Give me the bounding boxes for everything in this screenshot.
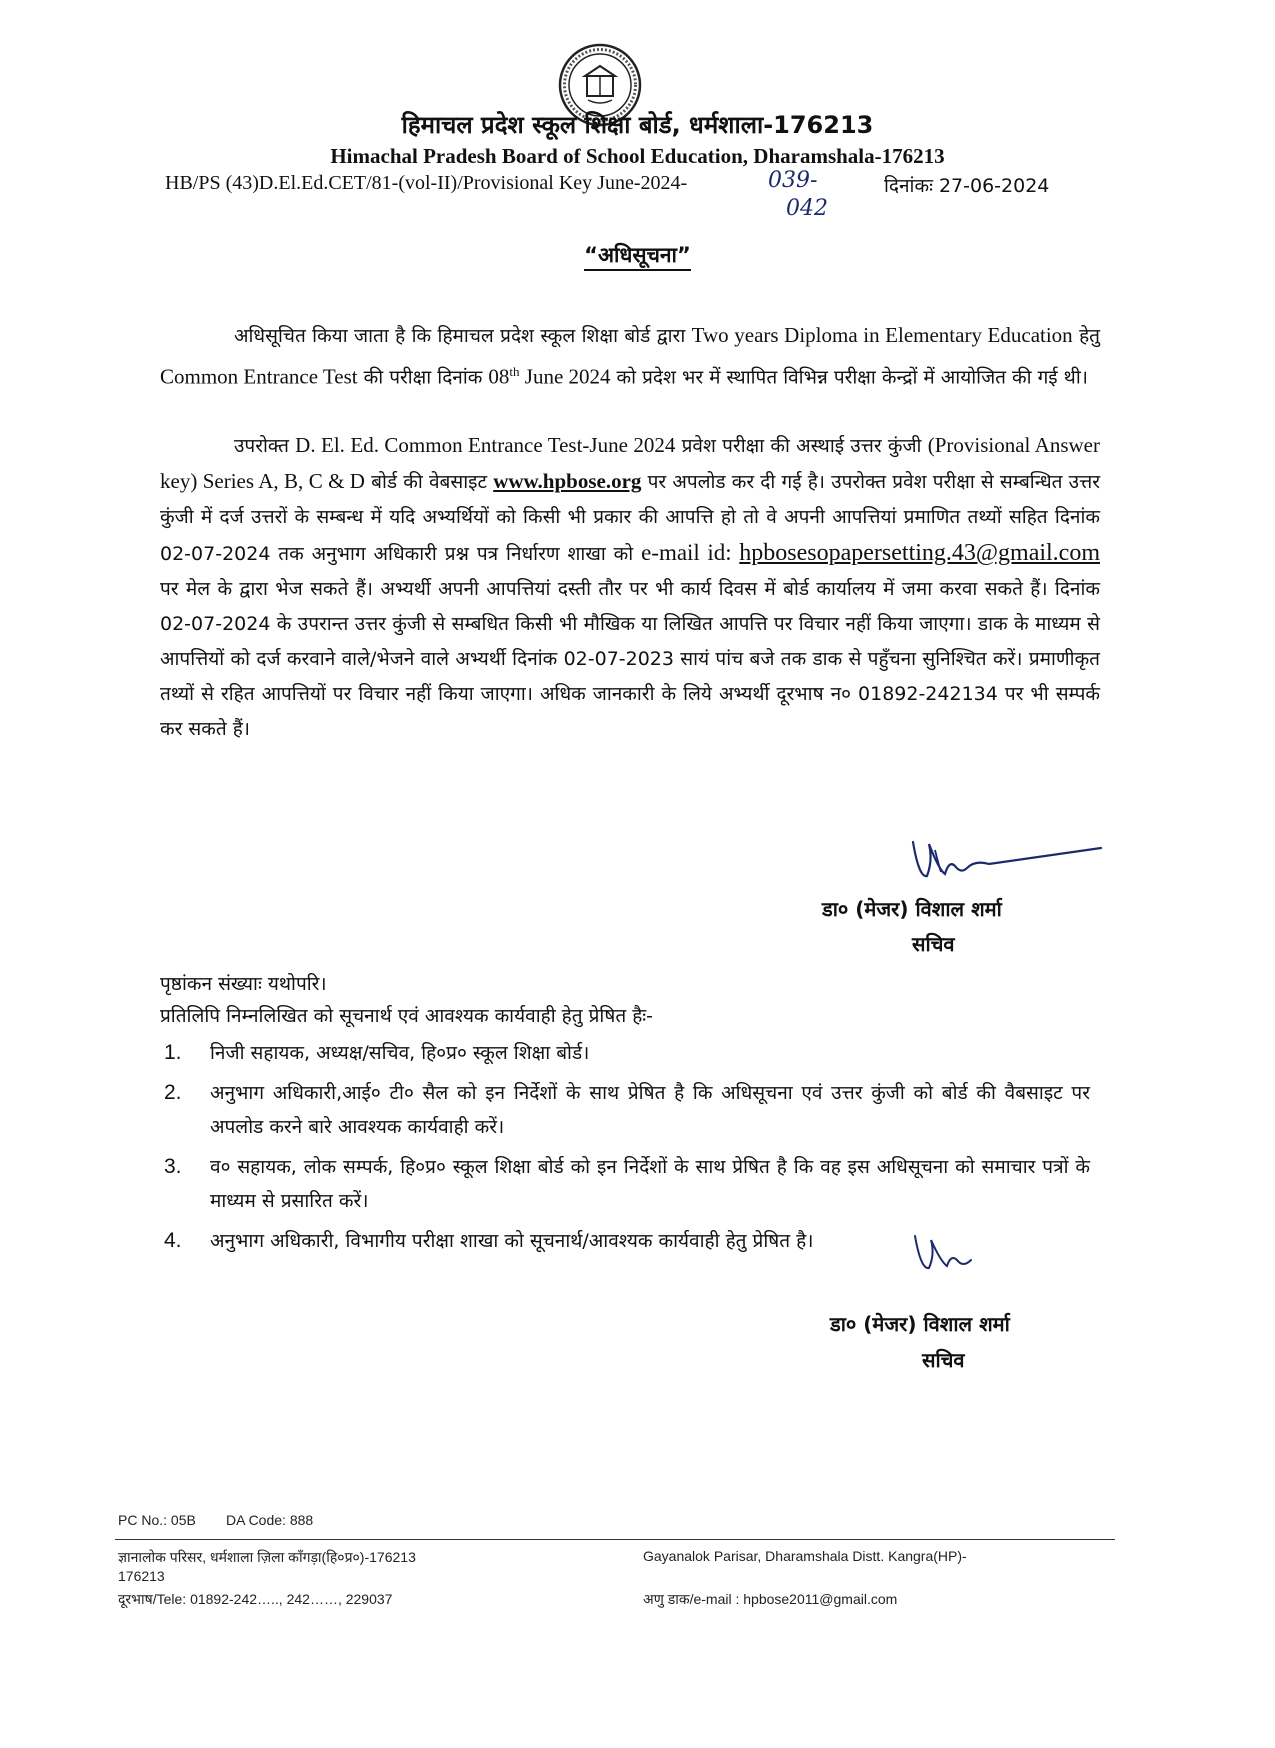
signatory-title-2: सचिव [922,1348,965,1372]
board-title-english: Himachal Pradesh Board of School Education, Dharamshala-176213 [330,144,945,168]
notice-paragraph-2: उपरोक्त D. El. Ed. Common Entrance Test-June 2024 प्रवेश परीक्षा की अस्थाई उत्तर कुंजी (Provisional Answer key) Series A, B, C & D बोर्ड की वेबसाइट www.hpbose.org पर अपलोड कर दी गई है। उपरोक्त प्रवेश परीक्षा से सम्बन्धित उत्तर कुंजी में दर्ज उत्तरों के सम्बन्ध में यदि अभ्यर्थियों को किसी भी प्रकार की आपत्ति हो तो वे अपनी आपत्तियां प्रमाणित तथ्यों सहित दिनांक 02-07-2024 तक अनुभाग अधिकारी प्रश्न पत्र निर्धारण शाखा को e-mail id: hpbosesopapersetting.43@gmail.com पर मेल के द्वारा भेज सकते हैं। अभ्यर्थी अपनी आपत्तियां दस्ती तौर पर भी कार्य दिवस में बोर्ड कार्यालय में जमा करवा सकते हैं। दिनांक 02-07-2024 के उपरान्त उत्तर कुंजी से सम्बधित किसी भी मौखिक या लिखित आपत्ति पर विचार नहीं किया जाएगा। डाक के माध्यम से आपत्तियों को दर्ज करवाने वाले/भेजने वाले अभ्यर्थी दिनांक 02-07-2023 सायं पांच बजे तक डाक से पहुँचना सुनिश्चित करें। प्रमाणीकृत तथ्यों से रहित आपत्तियों पर विचार नहीं किया जाएगा। अधिक जानकारी के लिये अभ्यर्थी दूरभाष न० 01892-242134 पर भी सम्पर्क कर सकते हैं। [160,433,1100,740]
website-link[interactable]: www.hpbose.org [493,469,642,493]
footer-address-hindi: ज्ञानालोक परिसर, धर्मशाला ज़िला काँगड़ा(हि०प्र०)-176213 [118,1549,416,1565]
notice-title: “अधिसूचना” [0,241,1275,269]
list-item: 4. अनुभाग अधिकारी, विभागीय परीक्षा शाखा को सूचनार्थ/आवश्यक कार्यवाही हेतु प्रेषित है। [164,1229,814,1252]
copy-to-heading: प्रतिलिपि निम्नलिखित को सूचनार्थ एवं आवश्यक कार्यवाही हेतु प्रेषित हैः- [160,1005,653,1027]
footer-address-pincode: 176213 [118,1568,165,1584]
notice-paragraph-1: अधिसूचित किया जाता है कि हिमाचल प्रदेश स्कूल शिक्षा बोर्ड द्वारा Two years Diploma in Elementary Education हेतु Common Entrance Test की परीक्षा दिनांक 08th June 2024 को प्रदेश भर में स्थापित विभिन्न परीक्षा केन्द्रों में आयोजित की गई थी। [160,323,1100,389]
list-item: 3. व० सहायक, लोक सम्पर्क, हि०प्र० स्कूल शिक्षा बोर्ड को इन निर्देशों के साथ प्रेषित है कि वह इस अधिसूचना को समाचार पत्रों के माध्यम से प्रसारित करें। [164,1155,1090,1212]
list-item: 1. निजी सहायक, अध्यक्ष/सचिव, हि०प्र० स्कूल शिक्षा बोर्ड। [164,1041,590,1064]
signatory-title-1: सचिव [912,932,955,956]
reference-handwritten-number: 039- [768,168,818,193]
da-code: DA Code: 888 [226,1512,314,1528]
footer-telephone: दूरभाष/Tele: 01892-242….., 242……, 229037 [118,1591,393,1607]
reference-number: HB/PS (43)D.El.Ed.CET/81-(vol-II)/Provisional Key June-2024- [165,172,688,194]
issue-date: दिनांकः 27-06-2024 [884,175,1050,197]
footer-divider [115,1539,1115,1540]
pc-number: PC No.: 05B [118,1512,196,1528]
footer-address-english: Gayanalok Parisar, Dharamshala Distt. Kangra(HP)- [643,1548,967,1564]
signatory-name-1: डा० (मेजर) विशाल शर्मा [822,897,1002,921]
signature-scribble-1 [905,830,1105,890]
signature-scribble-2 [905,1230,995,1280]
endorsement-number: पृष्ठांकन संख्याः यथोपरि। [160,973,327,995]
objection-email-link[interactable]: hpbosesopapersetting.43@gmail.com [739,540,1100,566]
reference-handwritten-number-2: 042 [786,196,828,221]
footer-email[interactable]: अणु डाक/e-mail : hpbose2011@gmail.com [643,1591,898,1607]
list-item: 2. अनुभाग अधिकारी,आई० टी० सैल को इन निर्देशों के साथ प्रेषित है कि अधिसूचना एवं उत्तर कुंजी को बोर्ड की वैबसाइट पर अपलोड करने बारे आवश्यक कार्यवाही करें। [164,1081,1090,1138]
board-title-hindi: हिमाचल प्रदेश स्कूल शिक्षा बोर्ड, धर्मशाला-176213 [401,111,874,139]
signatory-name-2: डा० (मेजर) विशाल शर्मा [830,1312,1010,1336]
